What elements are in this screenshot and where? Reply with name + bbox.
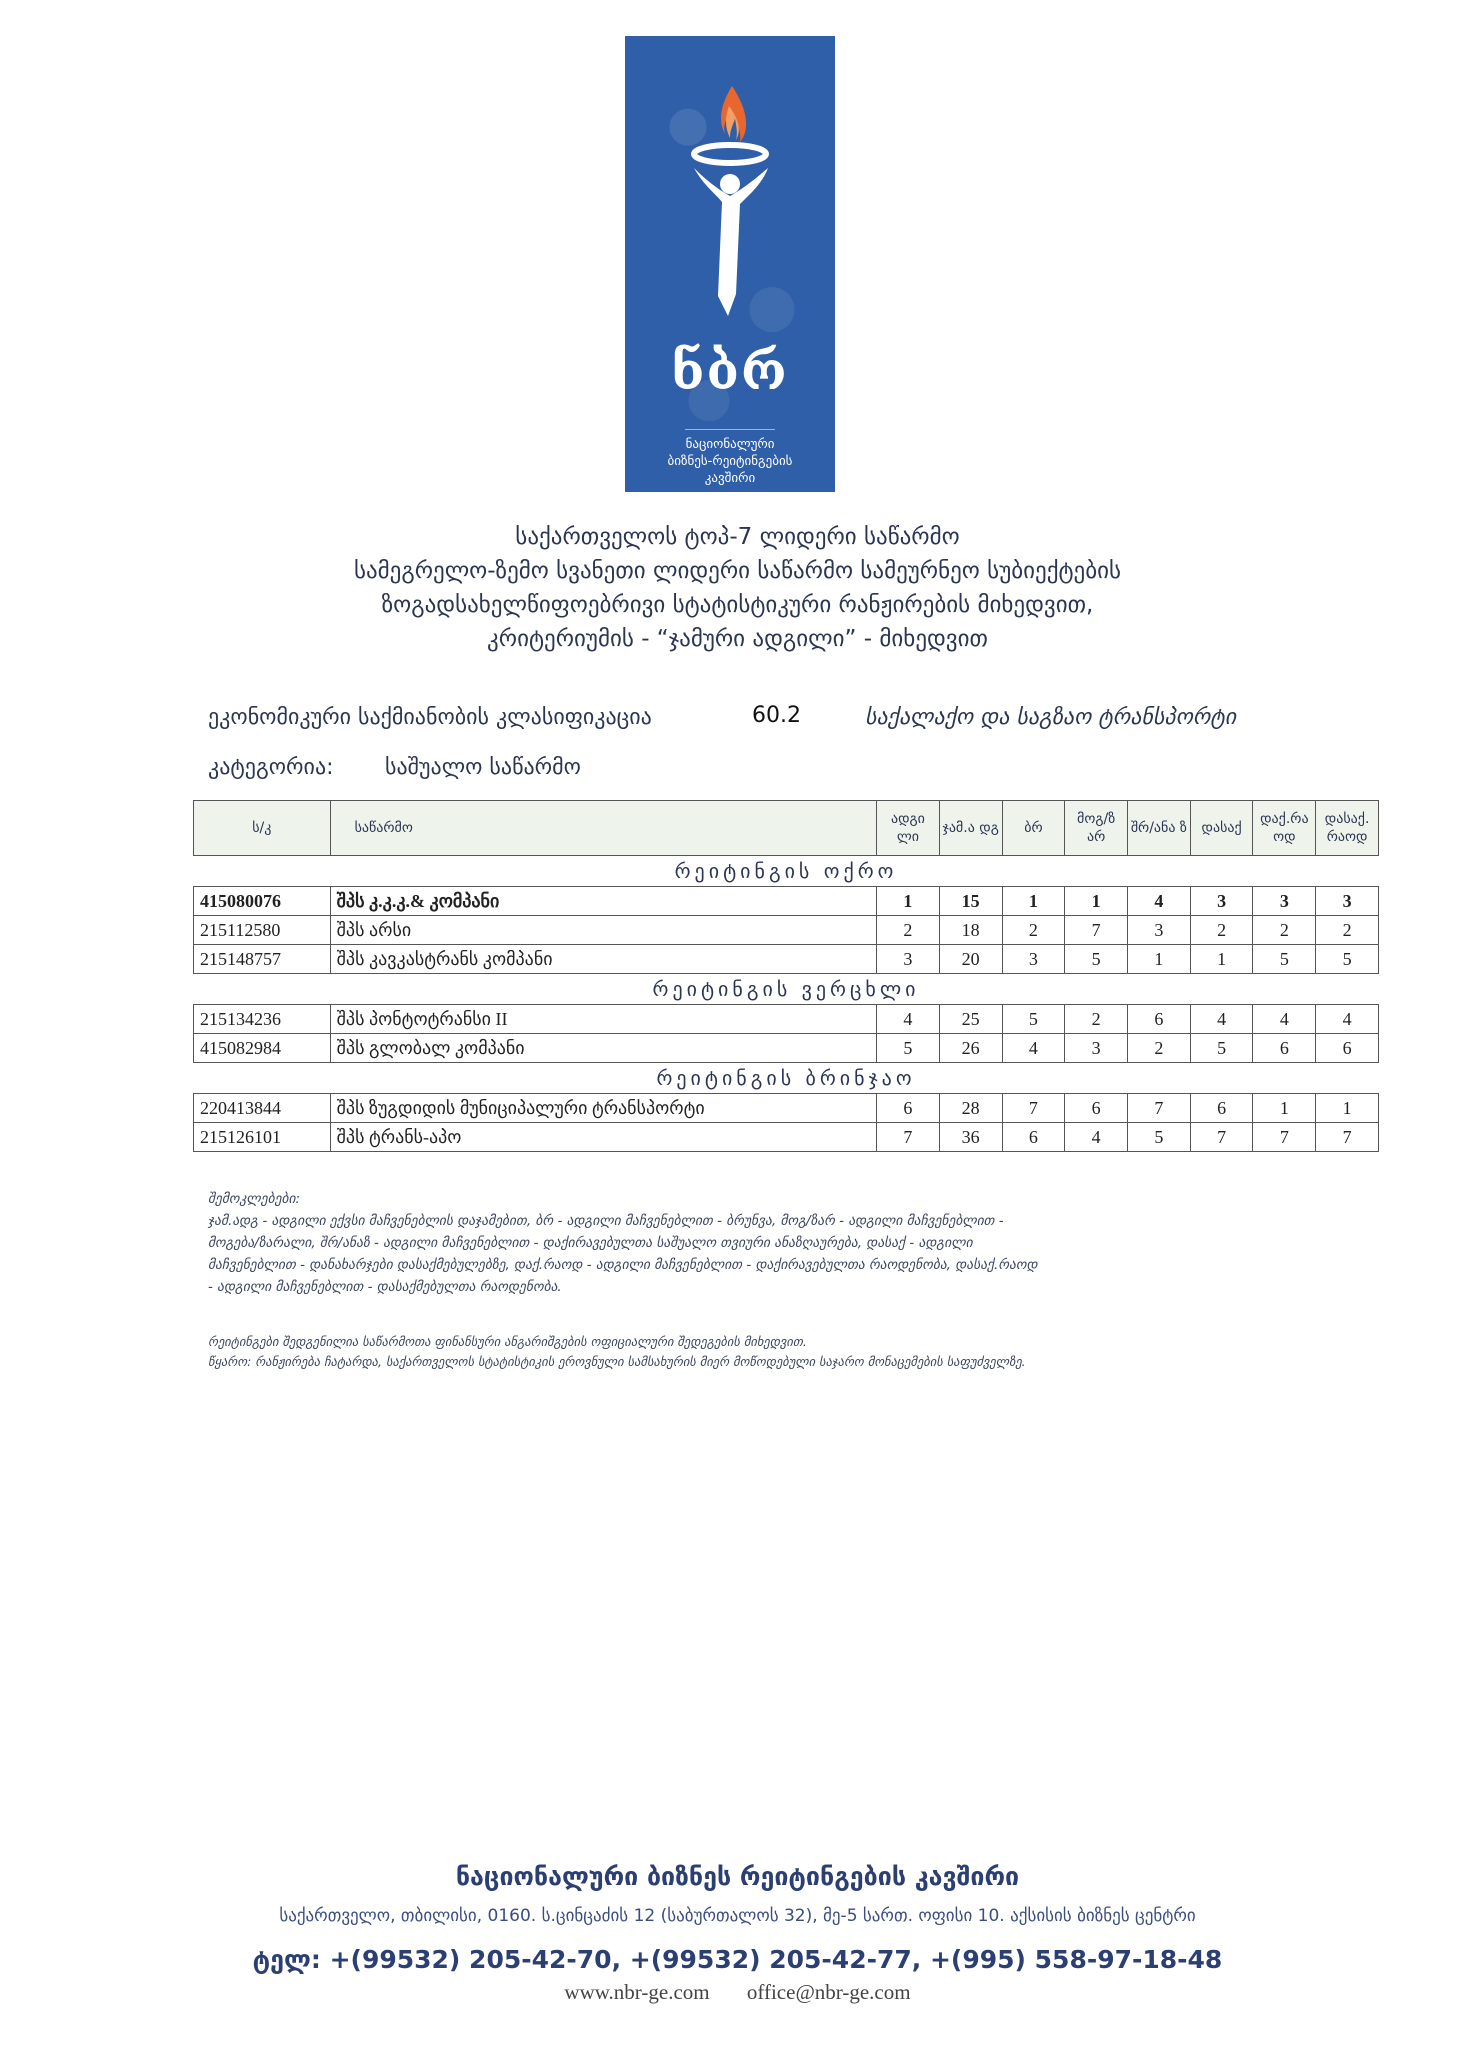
header-cell: ბრ: [1002, 801, 1065, 856]
company-name-cell: შპს კავკასტრანს კომპანი: [330, 945, 876, 974]
rank-cell: 2: [1316, 916, 1379, 945]
rank-cell: 5: [1253, 945, 1316, 974]
rank-cell: 1: [1065, 887, 1128, 916]
table-row: [194, 1094, 1379, 1123]
title-line: ზოგადსახელწიფოებრივი სტატისტიკური რანჟირების მიხედვით,: [381, 592, 1094, 618]
header-cell: ადგი ლი: [877, 801, 940, 856]
table-row: [194, 1123, 1379, 1152]
website-link[interactable]: www.nbr-ge.com: [564, 1980, 710, 2004]
rank-cell: 4: [1253, 1005, 1316, 1034]
rank-cell: 7: [877, 1123, 940, 1152]
header-cell: შრ/ანა ზ: [1128, 801, 1191, 856]
legend-line: ჯამ.ადგ - ადგილი ექვსი მაჩვენებლის დაჯამებით, ბრ - ადგილი მაჩვენებლით - ბრუნვა, მოგ/ზარ - ადგილი მაჩვენებლით -: [208, 1213, 1004, 1229]
rank-cell: 6: [1253, 1034, 1316, 1063]
rank-cell: 6: [1316, 1034, 1379, 1063]
company-name-cell: შპს კ.კ.კ.& კომპანი: [330, 887, 876, 916]
rank-cell: 25: [939, 1005, 1002, 1034]
rank-cell: 1: [1190, 945, 1253, 974]
rank-cell: 3: [877, 945, 940, 974]
rank-cell: 3: [1065, 1034, 1128, 1063]
email-link[interactable]: office@nbr-ge.com: [746, 1980, 911, 2004]
header-cell: დაქ.რა ოდ: [1253, 801, 1316, 856]
rating-group-label: რეიტინგის ბრინჯაო: [656, 1066, 916, 1090]
rank-cell: 2: [1002, 916, 1065, 945]
company-name-cell: შპს პონტოტრანსი II: [330, 1005, 876, 1034]
rank-cell: 28: [939, 1094, 1002, 1123]
classification-name: საქალაქო და საგზაო ტრანსპორტი: [865, 705, 1237, 730]
note-line: წყარო: რანჟირება ჩატარდა, საქართველოს სტატისტიკის ეროვნული სამსახურის მიერ მოწოდებული საჯარო მონაცემების საფუძველზე.: [208, 1354, 1026, 1369]
header-cell: დასაქ. რაოდ: [1316, 801, 1379, 856]
rank-cell: 4: [877, 1005, 940, 1034]
table-row: [194, 945, 1379, 974]
footer-organization: ნაციონალური ბიზნეს რეიტინგების კავშირი: [455, 1862, 1020, 1891]
rank-cell: 1: [1253, 1094, 1316, 1123]
rank-cell: 4: [1065, 1123, 1128, 1152]
table-header-row: [194, 801, 1379, 856]
legend-line: მოგება/ზარალი, შრ/ანაზ - ადგილი მაჩვენებლით - დაქირავებულთა საშუალო თვიური ანაზღაურება, დასაქ - ადგილი: [208, 1235, 973, 1251]
category-label: კატეგორია:: [208, 755, 334, 780]
legend-title: შემოკლებები:: [208, 1191, 300, 1207]
rank-cell: 3: [1190, 887, 1253, 916]
rank-cell: 7: [1316, 1123, 1379, 1152]
company-id-cell: 215134236: [194, 1005, 331, 1034]
abbreviations-legend: [208, 1188, 1378, 1298]
rank-cell: 5: [877, 1034, 940, 1063]
rank-cell: 6: [1002, 1123, 1065, 1152]
logo-full-name: ნაციონალური ბიზნეს-რეიტინგების კავშირი: [667, 437, 793, 486]
rank-cell: 4: [1128, 887, 1191, 916]
logo-divider: [685, 429, 775, 430]
rank-cell: 26: [939, 1034, 1002, 1063]
rank-cell: 7: [1002, 1094, 1065, 1123]
table-row: [194, 887, 1379, 916]
rank-cell: 4: [1190, 1005, 1253, 1034]
table-row: [194, 1034, 1379, 1063]
rank-cell: 2: [1128, 1034, 1191, 1063]
rank-cell: 3: [1002, 945, 1065, 974]
rank-cell: 6: [877, 1094, 940, 1123]
rank-cell: 5: [1128, 1123, 1191, 1152]
footer-phones: ტელ: +(99532) 205-42-70, +(99532) 205-42-77, +(995) 558-97-18-48: [252, 1945, 1223, 1974]
title-line: კრიტერიუმის - “ჯამური ადგილი” - მიხედვით: [487, 626, 988, 652]
rank-cell: 4: [1316, 1005, 1379, 1034]
rank-cell: 5: [1002, 1005, 1065, 1034]
title-line: სამეგრელო-ზემო სვანეთი ლიდერი საწარმო სამეურნეო სუბიექტების: [353, 558, 1122, 584]
rating-group-row: [194, 1063, 1379, 1094]
rank-cell: 1: [1002, 887, 1065, 916]
company-name-cell: შპს გლობალ კომპანი: [330, 1034, 876, 1063]
footer-address: საქართველო, თბილისი, 0160. ს.ცინცაძის 12 (საბურთალოს 32), მე-5 სართ. ოფისი 10. აქსისის ბიზნეს ცენტრი: [279, 1906, 1196, 1926]
nbr-logo: [625, 36, 835, 492]
header-cell: ს/კ: [194, 801, 331, 856]
rank-cell: 1: [1128, 945, 1191, 974]
table-row: [194, 1005, 1379, 1034]
rating-group-label: რეიტინგის ვერცხლი: [652, 977, 920, 1001]
rank-cell: 5: [1316, 945, 1379, 974]
header-cell: მოგ/ზ არ: [1065, 801, 1128, 856]
legend-line: მაჩვენებლით - დანახარჯები დასაქმებულებზე, დაქ.რაოდ - ადგილი მაჩვენებლით - დაქირავებულთა რაოდენობა, დასაქ.რაოდ: [208, 1257, 1038, 1273]
header-cell: ჯამ.ა დგ: [939, 801, 1002, 856]
rank-cell: 3: [1253, 887, 1316, 916]
footer-contacts: [0, 1980, 1475, 2005]
rank-cell: 2: [1253, 916, 1316, 945]
rank-cell: 7: [1253, 1123, 1316, 1152]
rank-cell: 2: [1065, 1005, 1128, 1034]
title-line: საქართველოს ტოპ-7 ლიდერი საწარმო: [515, 524, 960, 550]
rank-cell: 1: [877, 887, 940, 916]
rank-cell: 1: [1316, 1094, 1379, 1123]
rating-table: [193, 800, 1379, 1152]
company-name-cell: შპს არსი: [330, 916, 876, 945]
rank-cell: 15: [939, 887, 1002, 916]
company-name-cell: შპს ზუგდიდის მუნიციპალური ტრანსპორტი: [330, 1094, 876, 1123]
company-id-cell: 415082984: [194, 1034, 331, 1063]
note-line: რეიტინგები შედგენილია საწარმოთა ფინანსური ანგარიშგების ოფიციალური შედეგების მიხედვით.: [208, 1334, 807, 1349]
legend-notes: [208, 1332, 1378, 1372]
table-row: [194, 916, 1379, 945]
company-id-cell: 215148757: [194, 945, 331, 974]
document-title: [0, 520, 1475, 656]
rank-cell: 7: [1128, 1094, 1191, 1123]
header-cell: დასაქ: [1190, 801, 1253, 856]
company-id-cell: 215126101: [194, 1123, 331, 1152]
rank-cell: 6: [1190, 1094, 1253, 1123]
rank-cell: 18: [939, 916, 1002, 945]
rank-cell: 5: [1190, 1034, 1253, 1063]
rank-cell: 5: [1065, 945, 1128, 974]
rank-cell: 4: [1002, 1034, 1065, 1063]
rating-group-row: [194, 856, 1379, 887]
rank-cell: 20: [939, 945, 1002, 974]
legend-line: - ადგილი მაჩვენებლით - დასაქმებულთა რაოდენობა.: [208, 1279, 562, 1295]
rank-cell: 6: [1065, 1094, 1128, 1123]
classification-code: 60.2: [752, 703, 801, 728]
rating-group-label: რეიტინგის ოქრო: [674, 859, 898, 883]
logo-abbreviation: ნბრ: [671, 341, 789, 402]
rank-cell: 36: [939, 1123, 1002, 1152]
category-value: საშუალო საწარმო: [385, 755, 581, 780]
rank-cell: 2: [877, 916, 940, 945]
rank-cell: 7: [1190, 1123, 1253, 1152]
rank-cell: 6: [1128, 1005, 1191, 1034]
rank-cell: 7: [1065, 916, 1128, 945]
classification-label: ეკონომიკური საქმიანობის კლასიფიკაცია: [208, 705, 652, 730]
rank-cell: 2: [1190, 916, 1253, 945]
company-id-cell: 220413844: [194, 1094, 331, 1123]
company-name-cell: შპს ტრანს-აპო: [330, 1123, 876, 1152]
table-body: [194, 856, 1379, 1152]
rating-group-row: [194, 974, 1379, 1005]
company-id-cell: 215112580: [194, 916, 331, 945]
header-cell: საწარმო: [330, 801, 876, 856]
company-id-cell: 415080076: [194, 887, 331, 916]
torch-icon: [680, 76, 780, 326]
rank-cell: 3: [1128, 916, 1191, 945]
rank-cell: 3: [1316, 887, 1379, 916]
